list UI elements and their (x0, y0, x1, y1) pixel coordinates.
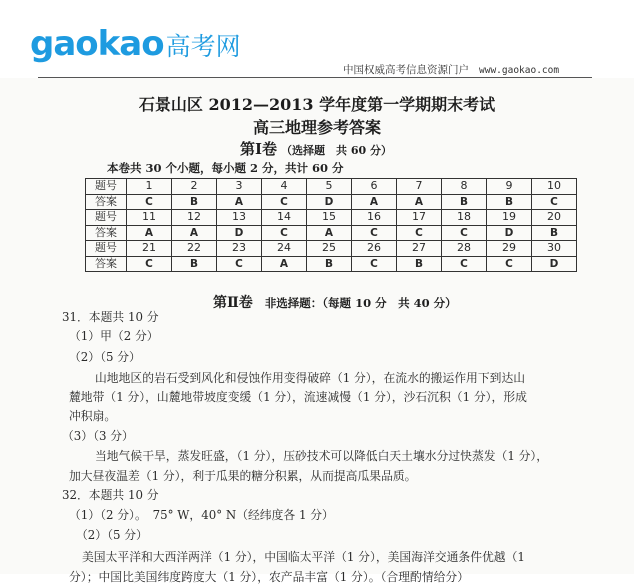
question-number-cell: 2 (172, 179, 217, 195)
part2-label: 第Ⅱ卷 (213, 295, 253, 311)
answer-cell: A (172, 225, 217, 241)
table-row-answers (86, 194, 577, 210)
question-number-cell: 30 (532, 241, 577, 257)
answer-cell: C (217, 256, 262, 272)
answer-cell: C (487, 256, 532, 272)
answer-cell: C (532, 194, 577, 210)
answer-cell: D (532, 256, 577, 272)
question-number-cell: 14 (262, 210, 307, 226)
answer-cell: B (172, 194, 217, 210)
answer-cell: D (487, 225, 532, 241)
answer-cell: C (442, 256, 487, 272)
question-number-cell: 18 (442, 210, 487, 226)
question-number-cell: 15 (307, 210, 352, 226)
question-number-cell: 8 (442, 179, 487, 195)
answer-cell: B (532, 225, 577, 241)
question-number-cell: 6 (352, 179, 397, 195)
logo-cn: 高考网 (165, 32, 241, 61)
body-line: 美国太平洋和大西洋两洋（1 分），中国临太平洋（1 分），美国海洋交通条件优越（1 (82, 550, 525, 564)
table-row-answers (86, 225, 577, 241)
answer-cell: C (352, 256, 397, 272)
table-row-numbers (86, 210, 577, 226)
row-header-number: 题号 (86, 179, 127, 195)
body-line: 山地地区的岩石受到风化和侵蚀作用变得破碎（1 分），在流水的搬运作用下到达山 (95, 371, 526, 385)
body-line: （3）（3 分） (62, 429, 134, 443)
body-line: （2）（5 分） (76, 528, 148, 542)
document-subtitle: 高三地理参考答案 (252, 118, 381, 137)
answer-cell: D (217, 225, 262, 241)
question-number-cell: 19 (487, 210, 532, 226)
question-number-cell: 4 (262, 179, 307, 195)
body-line: 分）；中国比美国纬度跨度大（1 分），农产品丰富（1 分）。（合理酌情给分） (69, 570, 470, 584)
answer-cell: C (262, 225, 307, 241)
body-line: 31．本题共 10 分 (62, 310, 159, 324)
question-number-cell: 16 (352, 210, 397, 226)
answer-cell: A (397, 194, 442, 210)
question-number-cell: 23 (217, 241, 262, 257)
question-number-cell: 25 (307, 241, 352, 257)
part2-note: 非选择题：（每题 10 分 共 40 分） (264, 296, 457, 310)
table-row-answers (86, 256, 577, 272)
body-line: （2）（5 分） (69, 350, 141, 364)
body-line: 麓地带（1 分），山麓地带坡度变缓（1 分），流速减慢（1 分），沙石沉积（1 分），形成 (69, 390, 527, 404)
answer-cell: C (262, 194, 307, 210)
part1-description: 本卷共 30 个小题，每小题 2 分，共计 60 分 (107, 161, 344, 175)
tagline-text: 中国权威高考信息资源门户 (343, 64, 469, 76)
body-line: 冲积扇。 (69, 409, 117, 423)
answer-cell: B (442, 194, 487, 210)
question-number-cell: 17 (397, 210, 442, 226)
row-header-answer: 答案 (86, 225, 127, 241)
part2-heading (213, 292, 457, 312)
answer-cell: C (127, 194, 172, 210)
site-header (0, 0, 634, 78)
row-header-number: 题号 (86, 210, 127, 226)
question-number-cell: 20 (532, 210, 577, 226)
gaokao-logo[interactable] (30, 24, 241, 67)
answer-cell: C (127, 256, 172, 272)
question-number-cell: 26 (352, 241, 397, 257)
row-header-answer: 答案 (86, 194, 127, 210)
part1-heading (240, 138, 392, 159)
answer-cell: B (172, 256, 217, 272)
answer-cell: A (307, 225, 352, 241)
question-number-cell: 5 (307, 179, 352, 195)
answer-cell: C (352, 225, 397, 241)
row-header-answer: 答案 (86, 256, 127, 272)
question-number-cell: 27 (397, 241, 442, 257)
header-divider (38, 77, 592, 78)
answer-cell: B (307, 256, 352, 272)
answer-cell: A (262, 256, 307, 272)
question-number-cell: 7 (397, 179, 442, 195)
answer-cell: A (127, 225, 172, 241)
body-line: （1）甲（2 分） (69, 329, 159, 343)
answer-table (85, 178, 577, 272)
question-number-cell: 1 (127, 179, 172, 195)
table-row-numbers (86, 241, 577, 257)
question-number-cell: 10 (532, 179, 577, 195)
body-line: 32．本题共 10 分 (62, 488, 159, 502)
table-row-numbers (86, 179, 577, 195)
question-number-cell: 22 (172, 241, 217, 257)
document-title: 石景山区 2012—2013 学年度第一学期期末考试 (138, 95, 496, 114)
question-number-cell: 9 (487, 179, 532, 195)
answer-cell: C (442, 225, 487, 241)
question-number-cell: 11 (127, 210, 172, 226)
answer-cell: B (487, 194, 532, 210)
answer-cell: D (307, 194, 352, 210)
site-url[interactable]: www.gaokao.com (479, 65, 560, 76)
answer-cell: A (352, 194, 397, 210)
answer-cell: B (397, 256, 442, 272)
answer-cell: C (397, 225, 442, 241)
question-number-cell: 24 (262, 241, 307, 257)
question-number-cell: 3 (217, 179, 262, 195)
question-number-cell: 21 (127, 241, 172, 257)
part1-note: （选择题 共 60 分） (281, 144, 392, 157)
question-number-cell: 12 (172, 210, 217, 226)
body-line: （1）（2 分）。 75° W，40° N（经纬度各 1 分） (69, 508, 334, 522)
question-number-cell: 29 (487, 241, 532, 257)
body-line: 当地气候干旱，蒸发旺盛，（1 分），压砂技术可以降低白天土壤水分过快蒸发（1 分）， (95, 449, 549, 463)
site-tagline (343, 62, 559, 77)
logo-latin: gaokao (30, 24, 164, 64)
part1-label: 第Ⅰ卷 (240, 140, 278, 158)
row-header-number: 题号 (86, 241, 127, 257)
answer-cell: A (217, 194, 262, 210)
question-number-cell: 28 (442, 241, 487, 257)
body-line: 加大昼夜温差（1 分），利于瓜果的糖分积累，从而提高瓜果品质。 (69, 469, 417, 483)
question-number-cell: 13 (217, 210, 262, 226)
